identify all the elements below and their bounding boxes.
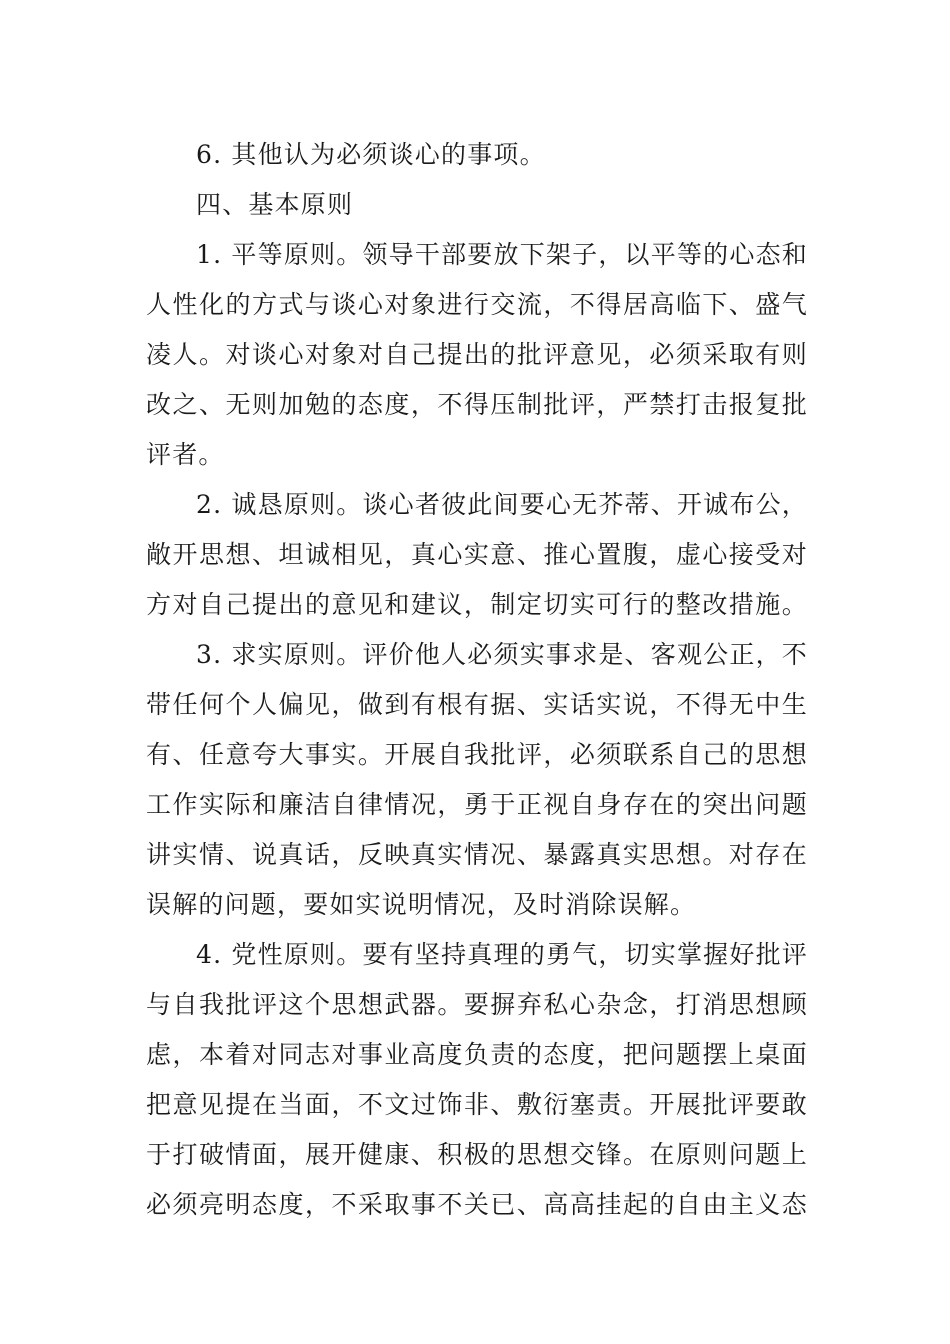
text-line: 敞开思想、坦诚相见，真心实意、推心置腹，虚心接受对 — [146, 540, 808, 569]
text-line: 有、任意夸大事实。开展自我批评，必须联系自己的思想 — [146, 740, 808, 769]
section-heading: 四、基本原则 — [196, 190, 354, 219]
text-line: 带任何个人偏见，做到有根有据、实话实说，不得无中生 — [146, 690, 808, 719]
text-line: 人性化的方式与谈心对象进行交流，不得居高临下、盛气 — [146, 290, 808, 319]
text-line: 1. 平等原则。领导干部要放下架子，以平等的心态和 — [196, 240, 808, 269]
text-line: 误解的问题，要如实说明情况，及时消除误解。 — [146, 890, 697, 919]
text-line: 2. 诚恳原则。谈心者彼此间要心无芥蒂、开诚布公， — [196, 490, 808, 519]
text-line: 把意见提在当面，不文过饰非、敷衍塞责。开展批评要敢 — [146, 1090, 808, 1119]
document-body — [146, 130, 808, 1230]
text-line: 3. 求实原则。评价他人必须实事求是、客观公正，不 — [196, 640, 808, 669]
text-line: 4. 党性原则。要有坚持真理的勇气，切实掌握好批评 — [196, 940, 808, 969]
text-line: 改之、无则加勉的态度，不得压制批评，严禁打击报复批 — [146, 390, 808, 419]
text-line: 必须亮明态度，不采取事不关已、高高挂起的自由主义态 — [146, 1190, 808, 1219]
text-line: 于打破情面，展开健康、积极的思想交锋。在原则问题上 — [146, 1140, 808, 1169]
text-line: 方对自己提出的意见和建议，制定切实可行的整改措施。 — [146, 590, 808, 619]
text-line: 评者。 — [146, 440, 225, 469]
text-line: 6. 其他认为必须谈心的事项。 — [196, 140, 546, 169]
text-line: 讲实情、说真话，反映真实情况、暴露真实思想。对存在 — [146, 840, 808, 869]
text-line: 凌人。对谈心对象对自己提出的批评意见，必须采取有则 — [146, 340, 808, 369]
text-line: 虑，本着对同志对事业高度负责的态度，把问题摆上桌面 — [146, 1040, 808, 1069]
text-line: 与自我批评这个思想武器。要摒弃私心杂念，打消思想顾 — [146, 990, 808, 1019]
text-line: 工作实际和廉洁自律情况，勇于正视自身存在的突出问题 — [146, 790, 808, 819]
